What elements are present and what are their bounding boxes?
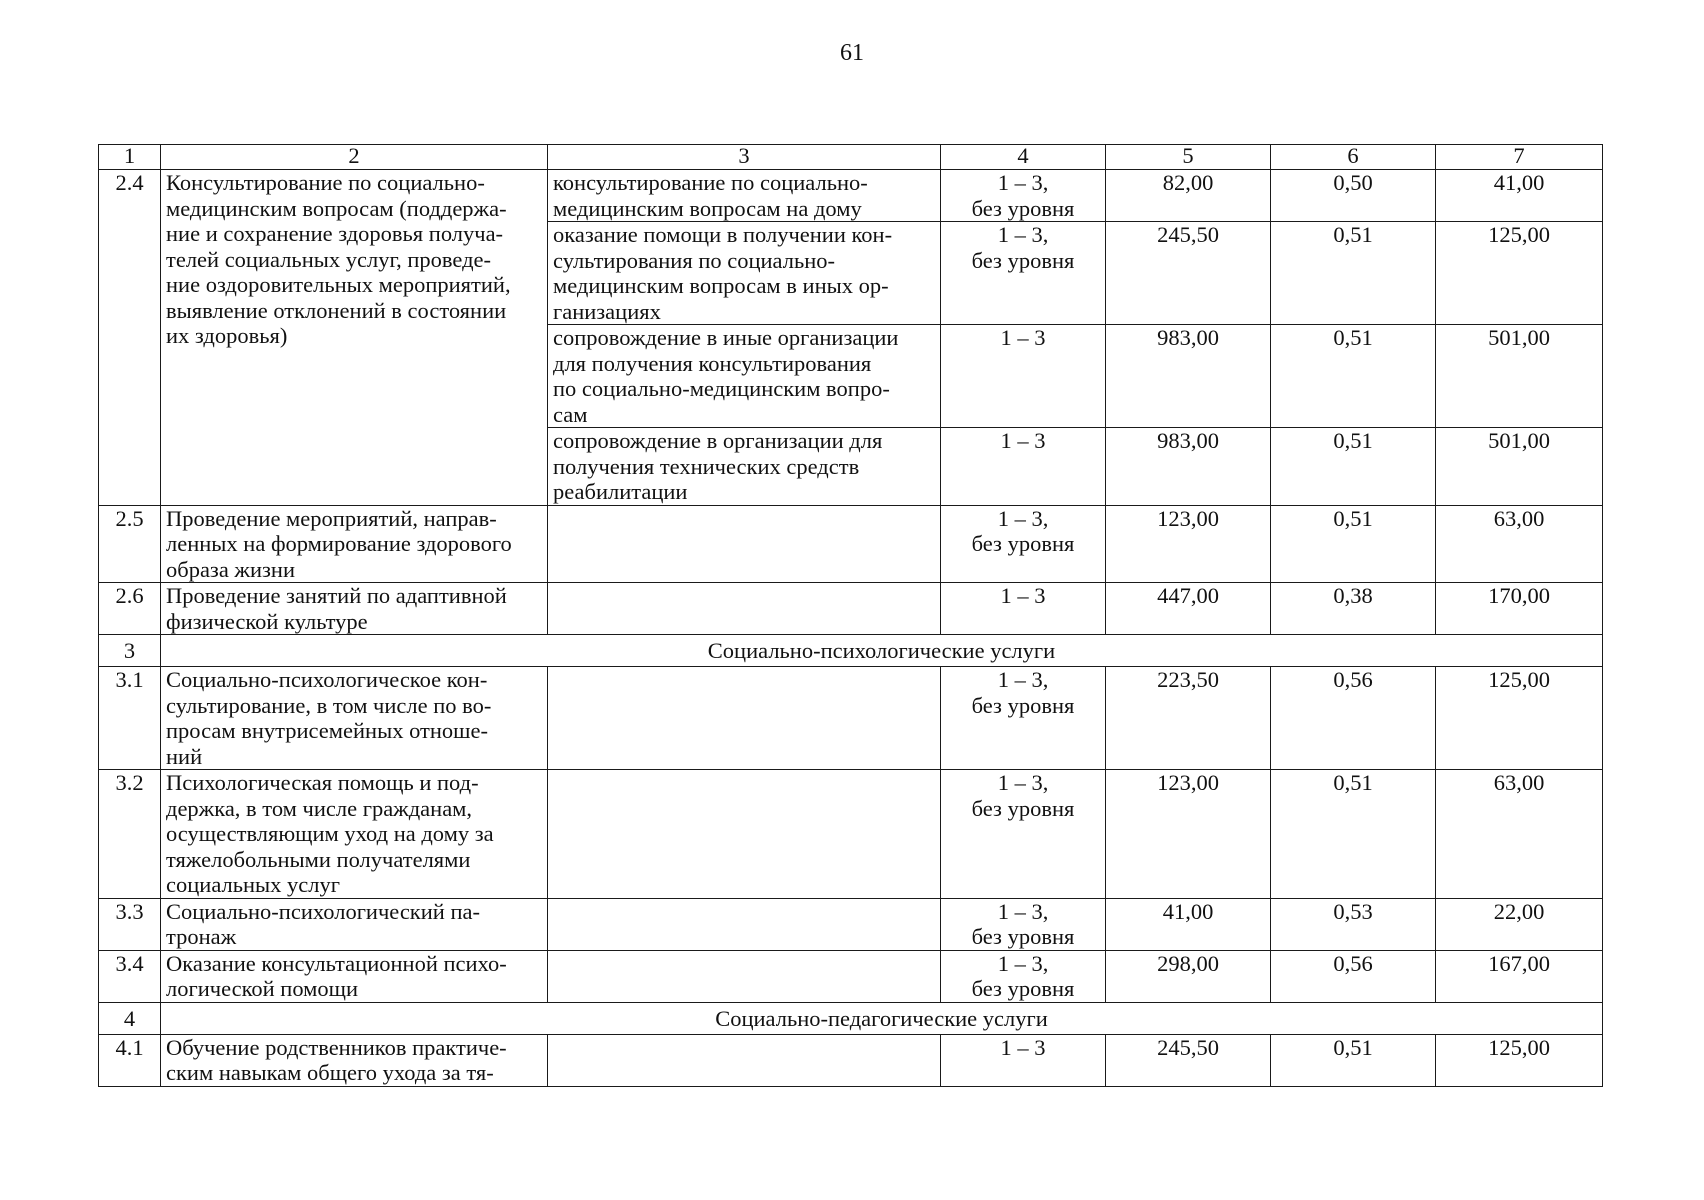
service-number: 4.1: [99, 1034, 161, 1086]
value-col6: 0,38: [1271, 583, 1436, 635]
level-cell: [941, 583, 1106, 635]
service-subitem: [548, 898, 941, 950]
tariff-table: [98, 144, 1603, 1087]
text-line: получения технических средств: [553, 453, 860, 479]
value-col6: 0,51: [1271, 325, 1436, 428]
value-col5: 123,00: [1106, 770, 1271, 899]
value-col7: 125,00: [1436, 1034, 1603, 1086]
service-number: 3.1: [99, 667, 161, 770]
text-line: 1 – 3,: [997, 170, 1049, 195]
value-col5: 298,00: [1106, 950, 1271, 1002]
text-line: Социально-психологическое кон-: [166, 667, 488, 692]
table-row: [99, 898, 1603, 950]
value-col5: 983,00: [1106, 325, 1271, 428]
table-row: [99, 1034, 1603, 1086]
text-line: ние и сохранение здоровья получа-: [166, 221, 504, 246]
table-row: [99, 770, 1603, 899]
text-line: без уровня: [971, 976, 1075, 1001]
column-number-3: 3: [548, 145, 941, 170]
text-line: 1 – 3,: [997, 667, 1049, 692]
level-cell: [941, 1034, 1106, 1086]
text-line: сопровождение в иные организации: [553, 325, 899, 350]
text-line: консультирование по социально-: [553, 170, 868, 195]
table-row: [99, 950, 1603, 1002]
value-col6: 0,50: [1271, 170, 1436, 222]
text-line: Проведение мероприятий, направ-: [166, 505, 497, 531]
value-col6: 0,56: [1271, 667, 1436, 770]
page-number: 61: [840, 40, 864, 66]
value-col6: 0,51: [1271, 505, 1436, 583]
value-col5: 983,00: [1106, 428, 1271, 506]
text-line: без уровня: [971, 692, 1075, 718]
text-line: сультирование, в том числе по во-: [166, 692, 492, 718]
section-number: 4: [99, 1002, 161, 1034]
level-cell: [941, 667, 1106, 770]
text-line: медицинским вопросам в иных ор-: [553, 273, 889, 298]
text-line: без уровня: [971, 924, 1075, 949]
value-col5: 447,00: [1106, 583, 1271, 635]
text-line: Проведение занятий по адаптивной: [166, 583, 507, 608]
text-line: для получения консультирования: [553, 350, 872, 376]
service-number: 3.3: [99, 898, 161, 950]
text-line: сопровождение в организации для: [553, 428, 883, 453]
text-line: сультирования по социально-: [553, 247, 836, 273]
text-line: ние оздоровительных мероприятий,: [166, 272, 511, 297]
text-line: оказание помощи в получении кон-: [553, 222, 893, 247]
text-line: 1 – 3,: [997, 950, 1049, 976]
value-col5: 123,00: [1106, 505, 1271, 583]
service-name: [161, 898, 548, 950]
text-line: Социально-психологический па-: [166, 898, 480, 924]
table-row: [99, 667, 1603, 770]
text-line: ний: [166, 743, 203, 769]
level-cell: [941, 428, 1106, 506]
column-number-2: 2: [161, 145, 548, 170]
level-cell: [941, 898, 1106, 950]
service-subitem: [548, 770, 941, 899]
text-line: без уровня: [971, 195, 1075, 221]
text-line: медицинским вопросам на дому: [553, 195, 862, 221]
value-col6: 0,51: [1271, 428, 1436, 506]
text-line: без уровня: [971, 247, 1075, 273]
text-line: без уровня: [971, 531, 1075, 556]
column-number-5: 5: [1106, 145, 1271, 170]
value-col7: 22,00: [1436, 898, 1603, 950]
level-cell: [941, 170, 1106, 222]
value-col7: 63,00: [1436, 505, 1603, 583]
text-line: тронаж: [166, 924, 237, 949]
section-title: Социально-педагогические услуги: [161, 1002, 1603, 1034]
service-subitem: [548, 505, 941, 583]
level-cell: [941, 325, 1106, 428]
service-name: [161, 1034, 548, 1086]
text-line: 1 – 3: [1000, 583, 1046, 608]
value-col7: 125,00: [1436, 667, 1603, 770]
service-name: [161, 505, 548, 583]
text-line: 1 – 3: [1000, 1034, 1046, 1060]
service-number: 2.4: [99, 170, 161, 506]
service-subitem: [548, 950, 941, 1002]
value-col5: 223,50: [1106, 667, 1271, 770]
text-line: телей социальных услуг, проведе-: [166, 246, 492, 272]
service-subitem: [548, 325, 941, 428]
text-line: 1 – 3: [1000, 428, 1046, 453]
value-col7: 63,00: [1436, 770, 1603, 899]
level-cell: [941, 950, 1106, 1002]
column-number-4: 4: [941, 145, 1106, 170]
table-row: [99, 170, 1603, 222]
level-cell: [941, 770, 1106, 899]
service-number: 3.4: [99, 950, 161, 1002]
text-line: осуществляющим уход на дому за: [166, 821, 494, 846]
column-number-row: [99, 145, 1603, 170]
table-body: [99, 170, 1603, 1087]
text-line: тяжелобольными получателями: [166, 846, 471, 872]
text-line: физической культуре: [166, 608, 368, 634]
text-line: ганизациях: [553, 298, 661, 324]
text-line: ленных на формирование здорового: [166, 531, 512, 556]
value-col5: 245,50: [1106, 1034, 1271, 1086]
service-name: [161, 950, 548, 1002]
service-name: [161, 667, 548, 770]
text-line: медицинским вопросам (поддержа-: [166, 195, 507, 221]
text-line: логической помощи: [166, 976, 359, 1001]
service-name: [161, 170, 548, 506]
service-subitem: [548, 170, 941, 222]
section-row: [99, 635, 1603, 667]
value-col6: 0,51: [1271, 222, 1436, 325]
value-col6: 0,53: [1271, 898, 1436, 950]
table-row: [99, 505, 1603, 583]
service-subitem: [548, 222, 941, 325]
text-line: держка, в том числе гражданам,: [166, 795, 473, 821]
text-line: Оказание консультационной психо-: [166, 950, 507, 976]
service-number: 2.6: [99, 583, 161, 635]
value-col7: 41,00: [1436, 170, 1603, 222]
table-row: [99, 583, 1603, 635]
value-col5: 41,00: [1106, 898, 1271, 950]
service-subitem: [548, 1034, 941, 1086]
level-cell: [941, 222, 1106, 325]
value-col6: 0,51: [1271, 1034, 1436, 1086]
text-line: Консультирование по социально-: [166, 170, 485, 195]
service-subitem: [548, 583, 941, 635]
service-subitem: [548, 667, 941, 770]
service-number: 3.2: [99, 770, 161, 899]
text-line: Психологическая помощь и под-: [166, 770, 479, 795]
text-line: их здоровья): [166, 323, 288, 348]
section-row: [99, 1002, 1603, 1034]
text-line: сам: [553, 401, 588, 427]
text-line: социальных услуг: [166, 872, 340, 897]
service-number: 2.5: [99, 505, 161, 583]
column-number-1: 1: [99, 145, 161, 170]
text-line: по социально-медицинским вопро-: [553, 376, 890, 401]
value-col6: 0,56: [1271, 950, 1436, 1002]
text-line: образа жизни: [166, 556, 295, 582]
section-number: 3: [99, 635, 161, 667]
text-line: реабилитации: [553, 479, 688, 504]
text-line: просам внутрисемейных отноше-: [166, 718, 488, 743]
text-line: 1 – 3,: [997, 770, 1049, 795]
value-col7: 167,00: [1436, 950, 1603, 1002]
text-line: без уровня: [971, 795, 1075, 821]
text-line: Обучение родственников практиче-: [166, 1034, 507, 1060]
service-name: [161, 770, 548, 899]
value-col6: 0,51: [1271, 770, 1436, 899]
text-line: 1 – 3,: [997, 898, 1049, 924]
text-line: 1 – 3,: [997, 222, 1049, 247]
value-col7: 125,00: [1436, 222, 1603, 325]
column-number-6: 6: [1271, 145, 1436, 170]
level-cell: [941, 505, 1106, 583]
text-line: выявление отклонений в состоянии: [166, 297, 507, 323]
section-title: Социально-психологические услуги: [161, 635, 1603, 667]
service-subitem: [548, 428, 941, 506]
service-name: [161, 583, 548, 635]
value-col5: 82,00: [1106, 170, 1271, 222]
column-number-7: 7: [1436, 145, 1603, 170]
value-col7: 501,00: [1436, 428, 1603, 506]
text-line: 1 – 3: [1000, 325, 1046, 350]
value-col7: 170,00: [1436, 583, 1603, 635]
text-line: 1 – 3,: [997, 505, 1049, 531]
value-col7: 501,00: [1436, 325, 1603, 428]
text-line: ским навыкам общего ухода за тя-: [166, 1060, 494, 1085]
value-col5: 245,50: [1106, 222, 1271, 325]
